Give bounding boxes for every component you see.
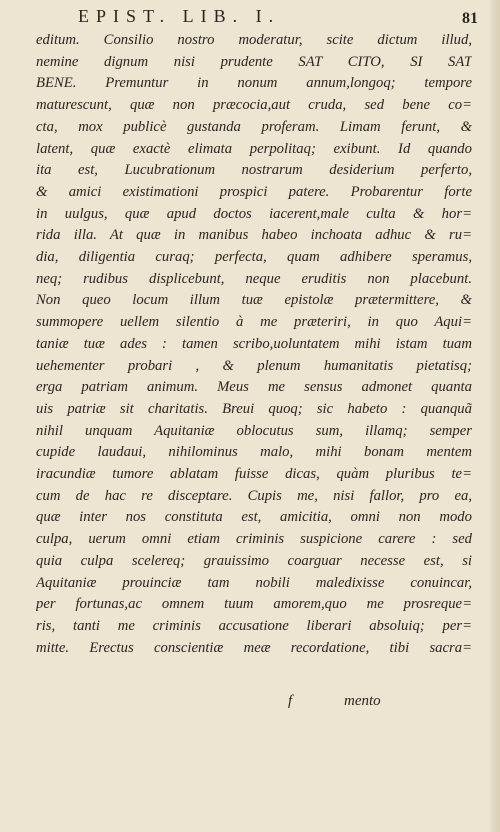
text-line: erga patriam animum. Meus me sensus admonet quanta	[36, 379, 472, 396]
text-line: & amici existimationi prospici patere. Probarentur forte	[36, 183, 472, 200]
text-line: dia, diligentia curaq; perfecta, quam adhibere speramus,	[36, 249, 472, 266]
text-line: Non queo locum illum tuæ epistolæ prætermittere, &	[36, 292, 472, 309]
text-line: maturescunt, quæ non præcocia,aut cruda, sed bene co=	[36, 97, 472, 114]
text-line: nemine dignum nisi prudente SAT CITO, SI SAT	[36, 53, 472, 70]
text-line: ita est, Lucubrationum nostrarum desiderium perferto,	[36, 162, 472, 179]
text-line: rida illa. At quæ in manibus habeo inchoata adhuc & ru=	[36, 227, 472, 244]
signature-mark: f	[288, 693, 293, 709]
text-line: taniæ tuæ ades : tamen scribo,uoluntatem mihi istam tuam	[36, 335, 472, 352]
running-head: EPIST. LIB. I.	[78, 6, 281, 26]
text-line: neq; rudibus displicebunt, neque eruditis non placebunt.	[36, 270, 472, 287]
text-line: ris, tanti me criminis accusatione liberari absoluiq; per=	[36, 617, 472, 634]
text-line: BENE. Premuntur in nonum annum,longoq; tempore	[36, 75, 472, 92]
text-line: culpa, uerum omni etiam criminis suspicione carere : sed	[36, 531, 472, 548]
text-line: latent, quæ exactè elimata perpolitaq; exibunt. Id quando	[36, 140, 472, 157]
text-line: cum de hac re disceptare. Cupis me, nisi fallor, pro ea,	[36, 487, 472, 504]
text-line: uehementer probari , & plenum humanitatis pietatisq;	[36, 357, 472, 374]
folio-number: 81	[462, 10, 478, 27]
text-line: quæ inter nos constituta est, amicitia, omni non modo	[36, 509, 472, 526]
text-line: quia culpa scelereq; grauissimo coarguar necesse est, si	[36, 552, 472, 569]
text-line: uis patriæ sit charitatis. Breui quoq; sic habeto : quanquã	[36, 400, 472, 417]
text-line: cta, mox publicè gustanda proferam. Limam ferunt, &	[36, 118, 472, 135]
catchword: mento	[344, 693, 381, 709]
text-line: per fortunas,ac omnem tuum amorem,quo me prosreque=	[36, 596, 472, 613]
text-line: cupide laudaui, nihilominus malo, mihi bonam mentem	[36, 444, 472, 461]
text-line: nihil unquam Aquitaniæ oblocutus sum, illamq; semper	[36, 422, 472, 439]
text-line: summopere uellem silentio à me præteriri, in quo Aqui=	[36, 314, 472, 331]
text-line: in uulgus, quæ apud doctos iacerent,male culta & hor=	[36, 205, 472, 222]
body-text	[36, 30, 472, 659]
page-footer	[0, 693, 500, 717]
text-line: editum. Consilio nostro moderatur, scite dictum illud,	[36, 32, 472, 48]
text-line: iracundiæ tumore ablatam fuisse dicas, quàm pluribus te=	[36, 466, 472, 483]
text-line: Aquitaniæ prouinciæ tam nobili maledixisse conuincar,	[36, 574, 472, 591]
text-line: mitte. Erectus conscientiæ meæ recordatione, tibi sacra=	[36, 639, 472, 656]
